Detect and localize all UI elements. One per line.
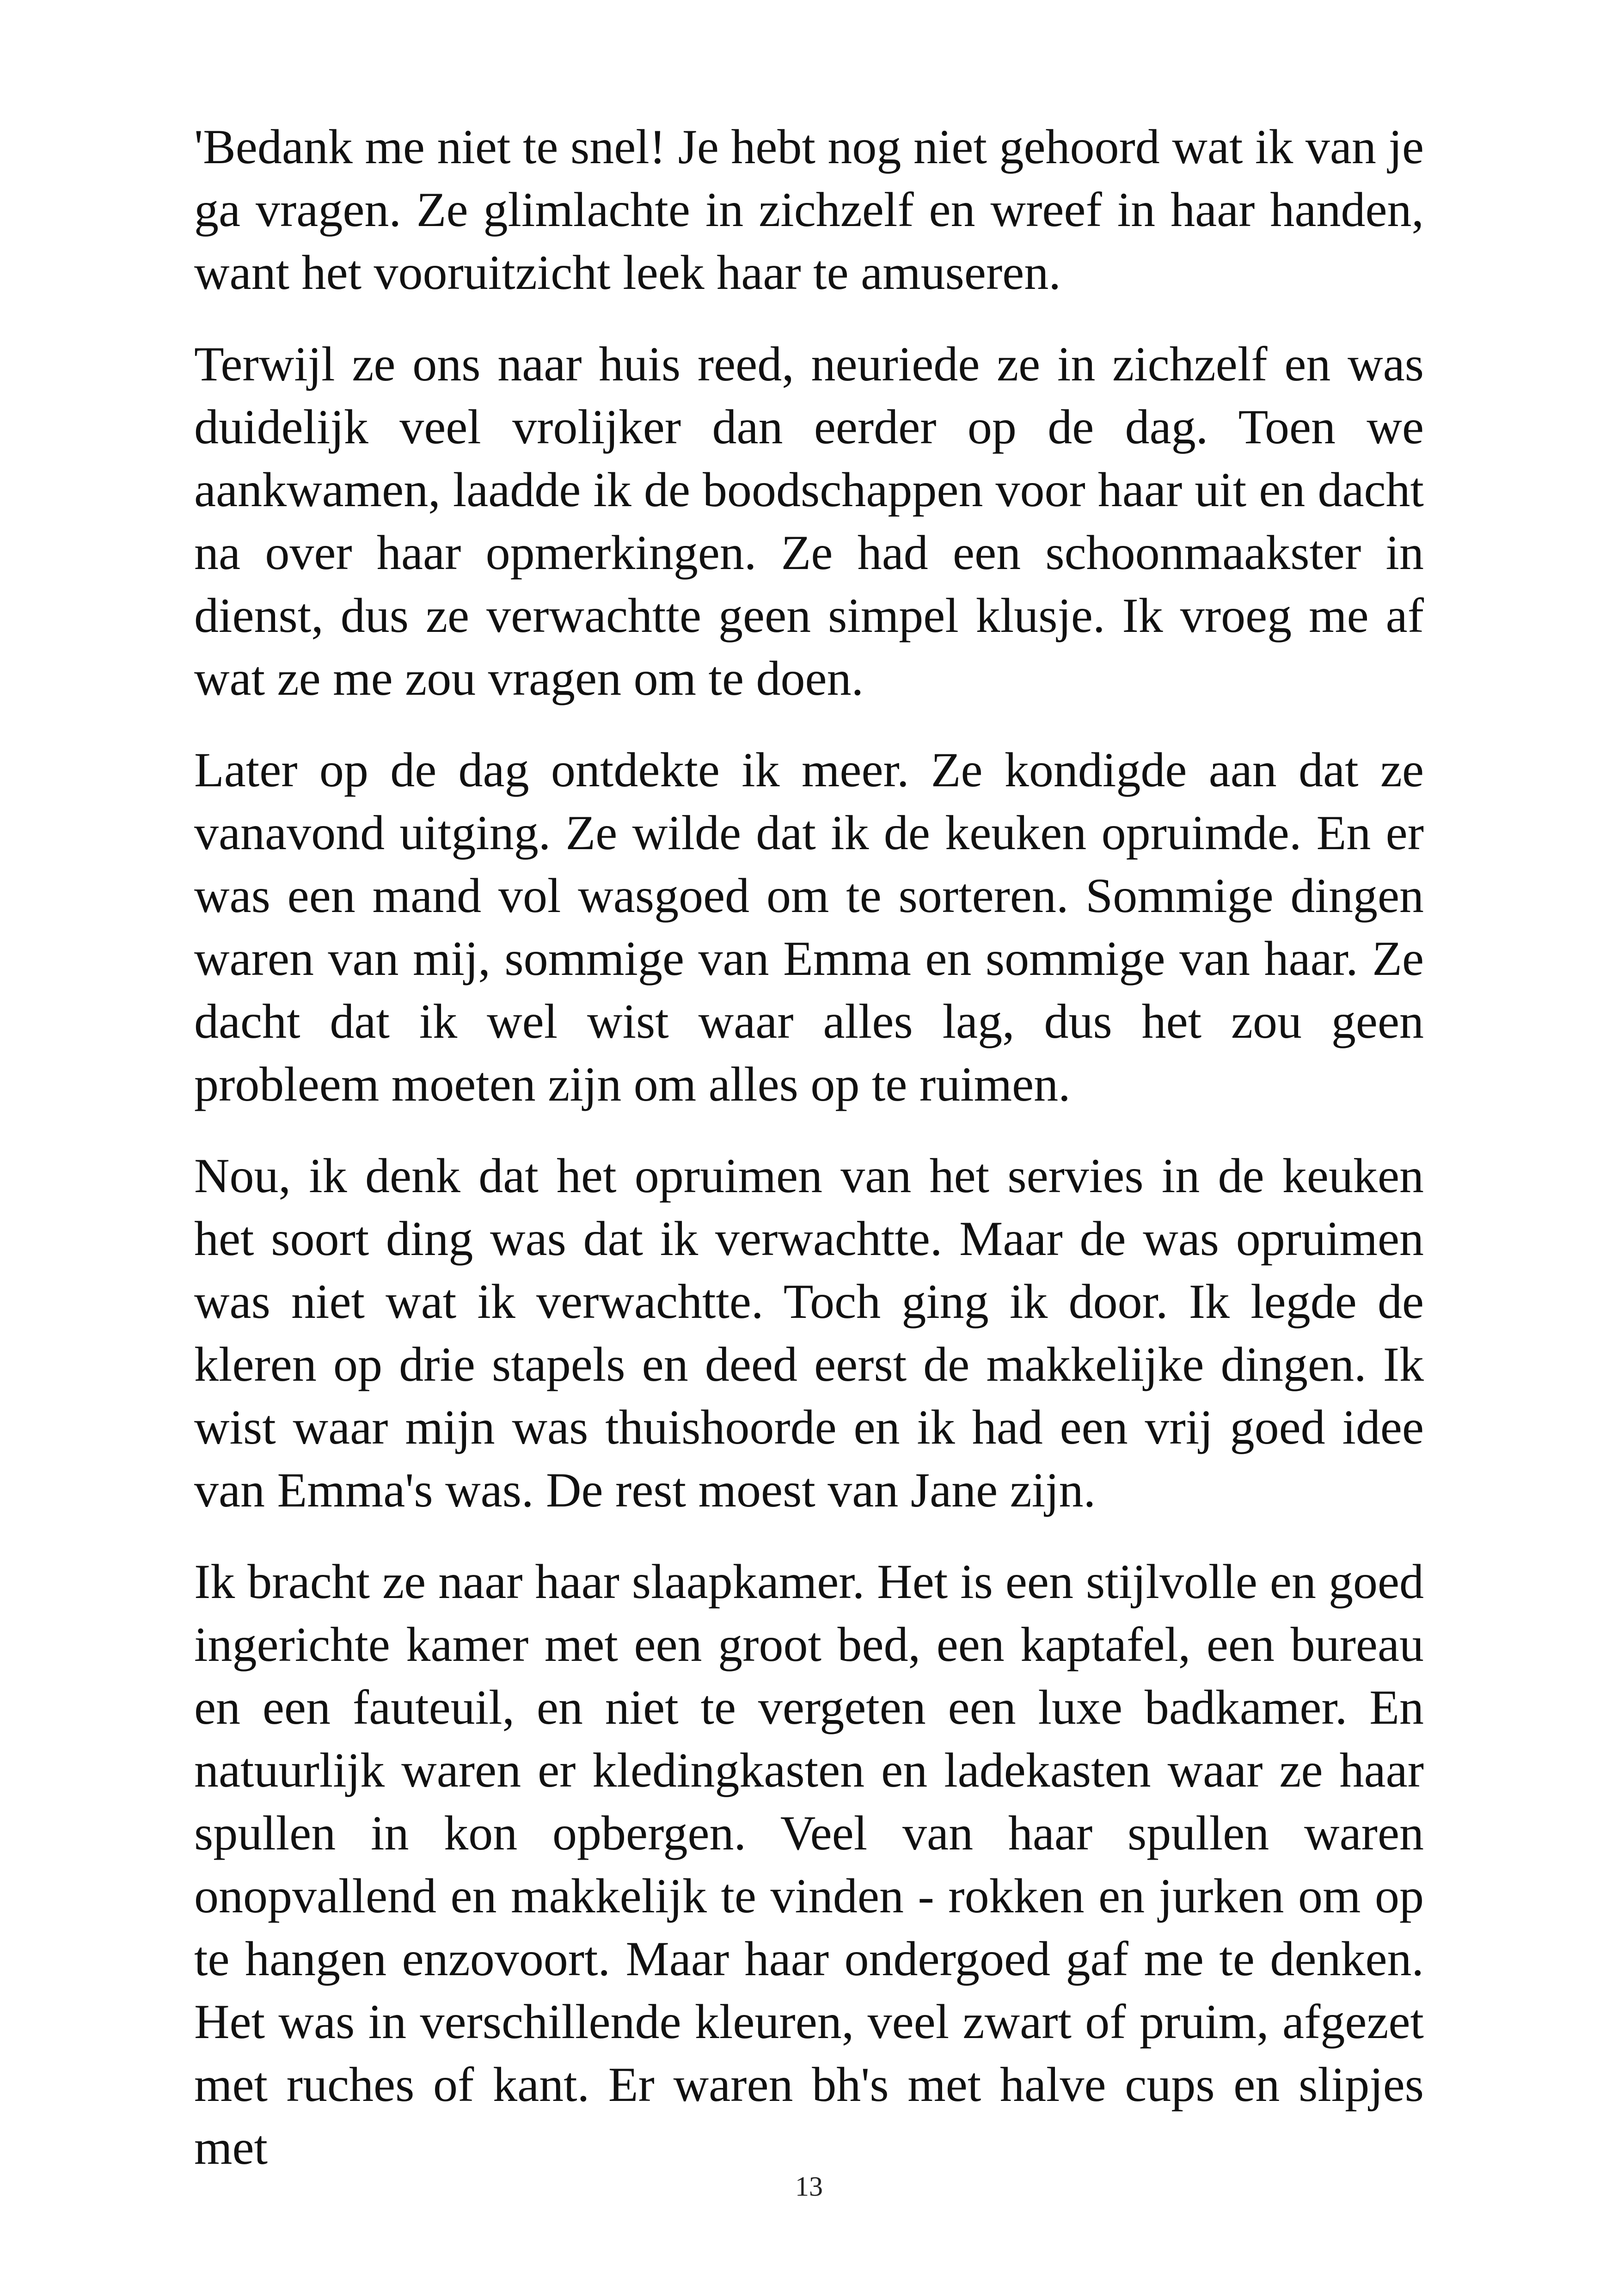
paragraph-3: Later op de dag ontdekte ik meer. Ze kondigde aan dat ze vanavond uitging. Ze wilde dat ik de keuken opruimde. En er was een mand vol wasgoed om te sorteren. Sommige dingen waren van mij, sommige van Emma en sommige van haar. Ze dacht dat ik wel wist waar alles lag, dus het zou geen probleem moeten zijn om alles op te ruimen. xyxy=(194,743,1424,1111)
paragraph-2: Terwijl ze ons naar huis reed, neuriede ze in zichzelf en was duidelijk veel vrolijker dan eerder op de dag. Toen we aankwamen, laadde ik de boodschappen voor haar uit en dacht na over haar opmerkingen. Ze had een schoonmaakster in dienst, dus ze verwachtte geen simpel klusje. Ik vroeg me af wat ze me zou vragen om te doen. xyxy=(194,337,1424,705)
paragraph-4: Nou, ik denk dat het opruimen van het servies in de keuken het soort ding was dat ik verwachtte. Maar de was opruimen was niet wat ik verwachtte. Toch ging ik door. Ik legde de kleren op drie stapels en deed eerst de makkelijke dingen. Ik wist waar mijn was thuishoorde en ik had een vrij goed idee van Emma's was. De rest moest van Jane zijn. xyxy=(194,1149,1424,1517)
page-number: 13 xyxy=(795,2171,823,2202)
paragraph-5: Ik bracht ze naar haar slaapkamer. Het is een stijlvolle en goed ingerichte kamer met een groot bed, een kaptafel, een bureau en een fauteuil, en niet te vergeten een luxe badkamer. En natuurlijk waren er kledingkasten en ladekasten waar ze haar spullen in kon opbergen. Veel van haar spullen waren onopvallend en makkelijk te vinden - rokken en jurken om op te hangen enzovoort. Maar haar ondergoed gaf me te denken. Het was in verschillende kleuren, veel zwart of pruim, afgezet met ruches of kant. Er waren bh's met halve cups en slipjes met xyxy=(194,1555,1424,2174)
body-text xyxy=(194,116,1424,2208)
paragraph-1: 'Bedank me niet te snel! Je hebt nog niet gehoord wat ik van je ga vragen. Ze glimlachte in zichzelf en wreef in haar handen, want het vooruitzicht leek haar te amuseren. xyxy=(194,120,1424,300)
